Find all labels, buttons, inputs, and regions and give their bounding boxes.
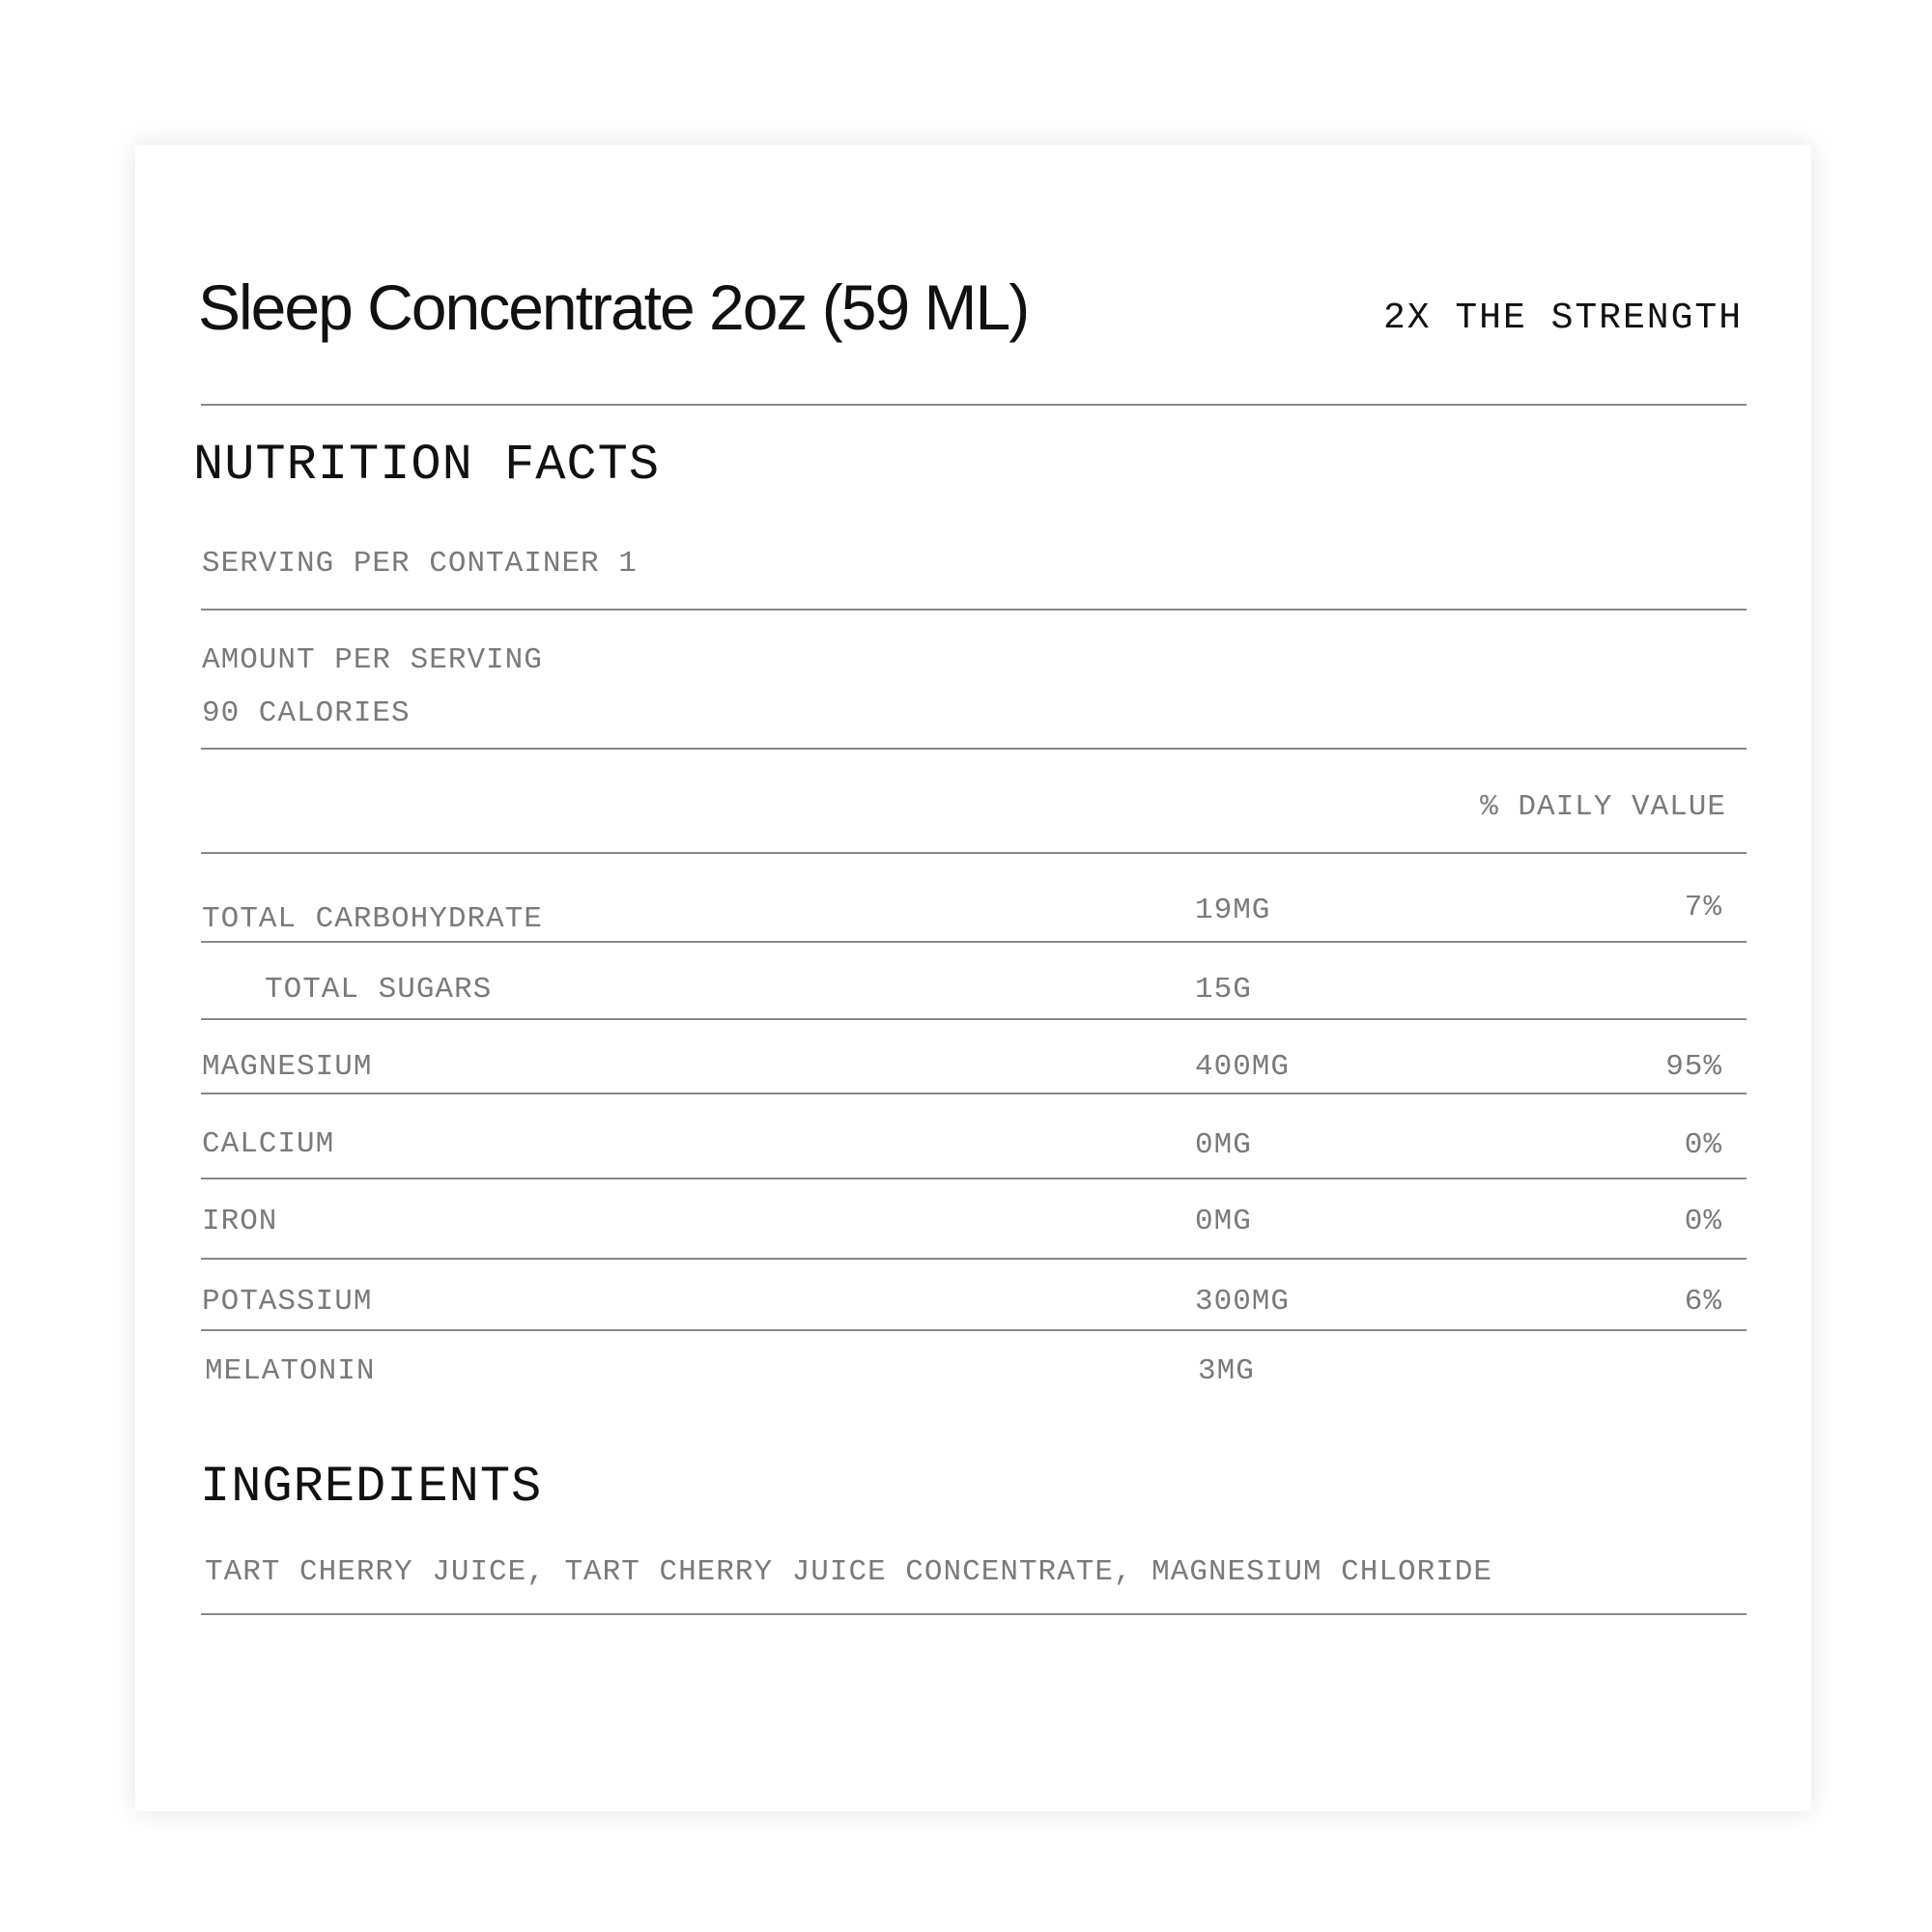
- divider: [201, 404, 1747, 406]
- strength-tagline: 2X THE STRENGTH: [1382, 298, 1743, 339]
- servings-per-container: SERVING PER CONTAINER 1: [202, 547, 638, 581]
- nutrient-daily-value: 0%: [1684, 1205, 1722, 1238]
- nutrient-daily-value: 0%: [1684, 1128, 1722, 1162]
- nutrient-label: TOTAL CARBOHYDRATE: [202, 902, 543, 936]
- nutrient-label: TOTAL SUGARS: [265, 973, 493, 1007]
- nutrient-amount: 3MG: [1198, 1354, 1255, 1388]
- divider: [201, 1329, 1747, 1331]
- divider: [201, 1178, 1747, 1179]
- ingredients-heading: INGREDIENTS: [200, 1459, 543, 1516]
- nutrient-label: CALCIUM: [202, 1127, 335, 1161]
- nutrient-label: MAGNESIUM: [202, 1050, 373, 1084]
- nutrient-amount: 15G: [1195, 973, 1252, 1007]
- nutrient-label: MELATONIN: [205, 1354, 376, 1388]
- divider: [201, 748, 1747, 750]
- ingredients-list: TART CHERRY JUICE, TART CHERRY JUICE CONCENTRATE, MAGNESIUM CHLORIDE: [205, 1555, 1493, 1589]
- divider: [201, 852, 1747, 854]
- divider: [201, 1613, 1747, 1615]
- product-title: Sleep Concentrate 2oz (59 ML): [198, 271, 1029, 343]
- nutrient-amount: 19MG: [1195, 894, 1271, 927]
- calories: 90 CALORIES: [202, 696, 411, 730]
- divider: [201, 1258, 1747, 1260]
- nutrition-facts-heading: NUTRITION FACTS: [193, 437, 661, 494]
- nutrient-amount: 0MG: [1195, 1205, 1252, 1238]
- divider: [201, 609, 1747, 611]
- nutrient-label: IRON: [202, 1205, 278, 1238]
- nutrient-amount: 400MG: [1195, 1050, 1291, 1084]
- divider: [201, 1093, 1747, 1094]
- amount-per-serving: AMOUNT PER SERVING: [202, 643, 543, 677]
- divider: [201, 1018, 1747, 1020]
- nutrient-daily-value: 7%: [1684, 891, 1722, 924]
- divider: [201, 941, 1747, 943]
- nutrient-amount: 0MG: [1195, 1128, 1252, 1162]
- nutrient-daily-value: 6%: [1684, 1285, 1722, 1319]
- daily-value-header: % DAILY VALUE: [1480, 790, 1726, 824]
- nutrient-daily-value: 95%: [1665, 1050, 1722, 1084]
- nutrient-amount: 300MG: [1195, 1285, 1291, 1319]
- nutrient-label: POTASSIUM: [202, 1285, 373, 1319]
